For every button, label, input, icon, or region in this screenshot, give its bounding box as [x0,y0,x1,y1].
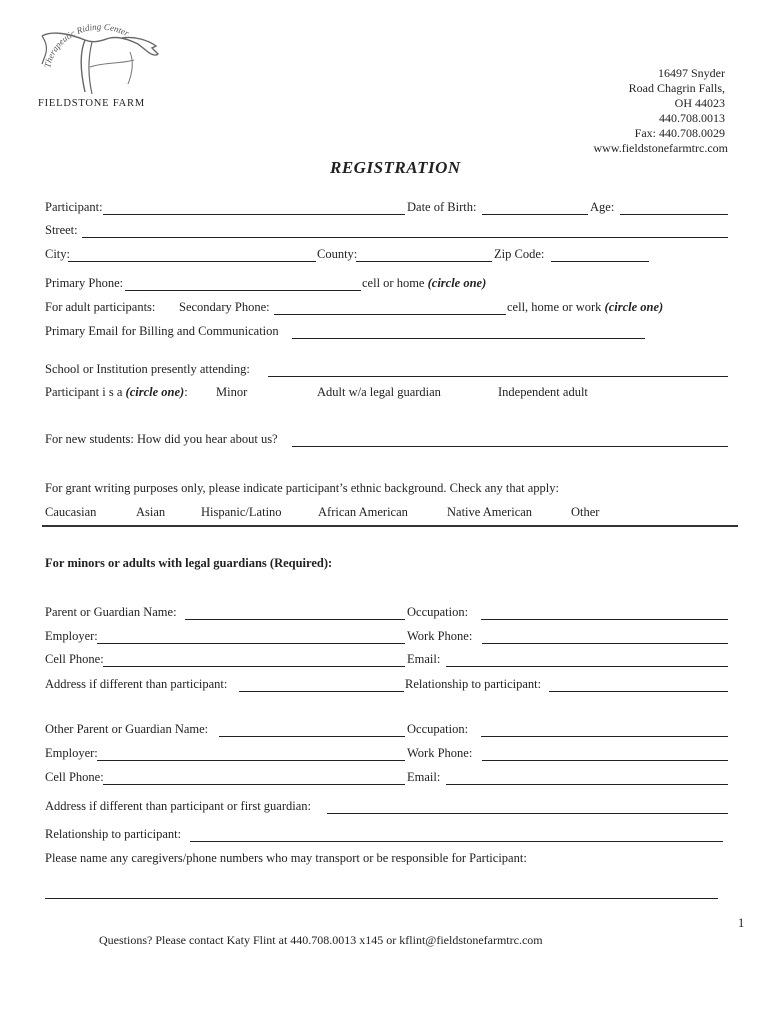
page-number: 1 [738,916,745,930]
primary-phone-field[interactable] [125,290,361,291]
other-occupation-label: Occupation: [407,722,469,736]
secondary-phone-field[interactable] [274,314,506,315]
dob-field[interactable] [482,214,588,215]
primary-phone-suffix: cell or home [362,276,425,290]
org-address [593,66,728,156]
participant-field[interactable] [103,214,405,215]
age-field[interactable] [620,214,728,215]
secondary-phone-suffix: cell, home or work [507,300,602,314]
primary-phone-type [362,276,486,291]
employer-field[interactable] [97,643,405,644]
secondary-phone-label: Secondary Phone: [179,300,270,314]
address-line: Fax: 440.708.0029 [634,126,725,140]
address-line: 440.708.0013 [659,111,725,125]
primary-email-label: Primary Email for Billing and Communication [45,324,279,338]
ethnic-african-american[interactable]: African American [318,505,408,519]
occupation-label: Occupation: [407,605,469,619]
circle-one-note: (circle one) [604,300,664,314]
age-label: Age: [590,200,615,214]
relationship-label: Relationship to participant: [405,677,542,691]
caregivers-field[interactable] [45,898,718,899]
county-label: County: [317,247,358,261]
email-label: Email: [407,652,441,666]
work-phone-label: Work Phone: [407,629,473,643]
primary-email-field[interactable] [292,338,645,339]
logo-arc-text: Therapeutic Riding Center [42,22,131,69]
option-adult-guardian[interactable]: Adult w/a legal guardian [317,385,441,399]
school-field[interactable] [268,376,728,377]
org-name: FIELDSTONE FARM [38,98,145,109]
other-email-label: Email: [407,770,441,784]
other-work-phone-label: Work Phone: [407,746,473,760]
email-field[interactable] [446,666,728,667]
other-parent-name-label: Other Parent or Guardian Name: [45,722,209,736]
other-employer-label: Employer: [45,746,98,760]
form-title: REGISTRATION [330,158,461,177]
option-independent-adult[interactable]: Independent adult [498,385,588,399]
participant-label: Participant: [45,200,103,214]
ethnic-asian[interactable]: Asian [136,505,166,519]
other-cell-phone-label: Cell Phone: [45,770,104,784]
hear-about-field[interactable] [292,446,728,447]
address-line: Road Chagrin Falls, [628,81,725,95]
secondary-phone-type [507,300,663,315]
cell-phone-field[interactable] [103,666,405,667]
option-minor[interactable]: Minor [216,385,248,399]
other-parent-name-field[interactable] [219,736,405,737]
address-diff-field[interactable] [239,691,404,692]
grant-note: For grant writing purposes only, please indicate participant’s ethnic background. Check any that apply: [45,481,559,495]
dob-label: Date of Birth: [407,200,477,214]
section-divider [42,525,738,527]
city-label: City: [45,247,71,261]
questions-contact: Questions? Please contact Katy Flint at 440.708.0013 x145 or kflint@fieldstonefarmtrc.com [99,933,543,947]
address-line: OH 44023 [674,96,725,110]
county-field[interactable] [356,261,492,262]
ethnic-caucasian[interactable]: Caucasian [45,505,97,519]
ethnic-native-american[interactable]: Native American [447,505,533,519]
city-field[interactable] [68,261,316,262]
other-occupation-field[interactable] [481,736,728,737]
address-diff-label: Address if different than participant: [45,677,228,691]
guardian-heading: For minors or adults with legal guardians (Required): [45,556,333,570]
parent-name-field[interactable] [185,619,405,620]
other-work-phone-field[interactable] [482,760,728,761]
ethnic-hispanic[interactable]: Hispanic/Latino [201,505,282,519]
address-line: www.fieldstonefarmtrc.com [593,141,728,155]
zip-field[interactable] [551,261,649,262]
street-field[interactable] [82,237,728,238]
cell-phone-label: Cell Phone: [45,652,104,666]
logo [30,22,165,112]
other-relationship-field[interactable] [190,841,723,842]
ethnic-other[interactable]: Other [571,505,600,519]
employer-label: Employer: [45,629,98,643]
occupation-field[interactable] [481,619,728,620]
other-employer-field[interactable] [97,760,405,761]
other-relationship-label: Relationship to participant: [45,827,182,841]
circle-one-note: (circle one) [427,276,487,290]
work-phone-field[interactable] [482,643,728,644]
svg-text:Therapeutic Riding Center [42,22,131,69]
participant-type-label: Participant i s a (circle one): [45,385,188,399]
primary-phone-label: Primary Phone: [45,276,124,290]
relationship-field[interactable] [549,691,728,692]
other-email-field[interactable] [446,784,728,785]
other-cell-phone-field[interactable] [103,784,405,785]
school-label: School or Institution presently attending: [45,362,250,376]
hear-about-label: For new students: How did you hear about us? [45,432,278,446]
zip-label: Zip Code: [494,247,545,261]
address-line: 16497 Snyder [658,66,725,80]
parent-name-label: Parent or Guardian Name: [45,605,177,619]
horse-logo-icon [30,22,165,102]
street-label: Street: [45,223,78,237]
adult-participants-label: For adult participants: [45,300,156,314]
caregivers-label: Please name any caregivers/phone numbers who may transport or be responsible for Participant: [45,851,527,865]
address-diff-first-label: Address if different than participant or first guardian: [45,799,312,813]
address-diff-first-field[interactable] [327,813,728,814]
